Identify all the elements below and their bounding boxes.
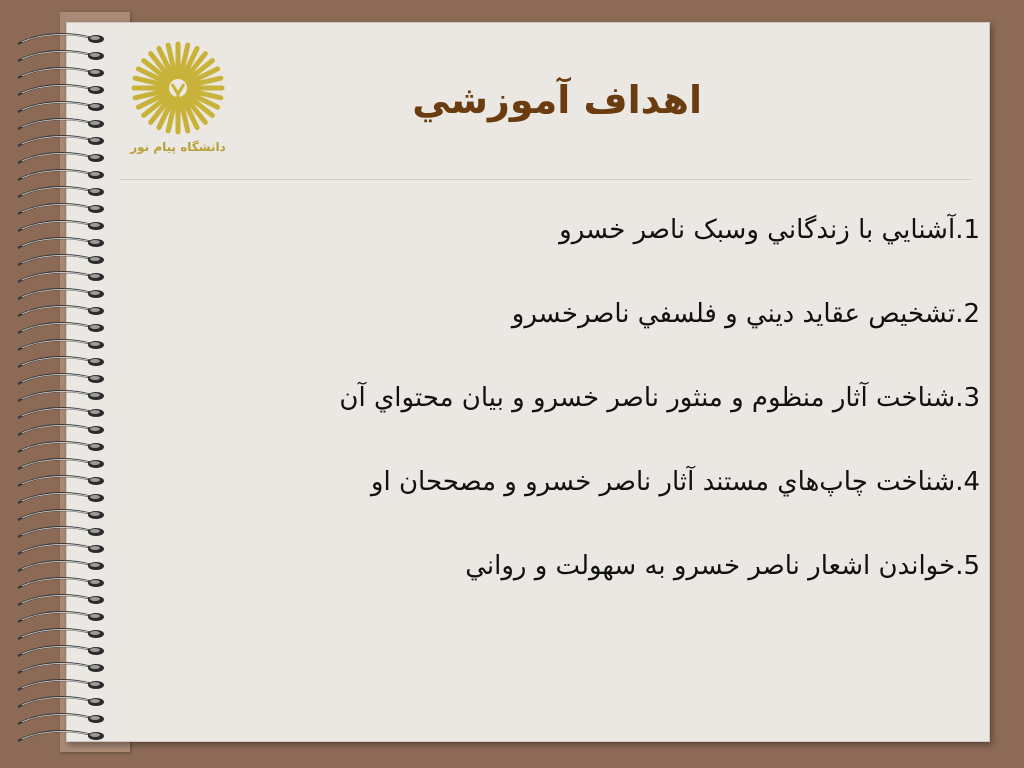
objective-item (230, 299, 980, 383)
objective-text: آشنايي با زندگاني وسبک ناصر خسرو (559, 215, 956, 245)
objective-number: 4. (955, 467, 980, 497)
spiral-binding (0, 0, 130, 768)
objective-text: تشخيص عقايد ديني و فلسفي ناصرخسرو (511, 299, 956, 329)
objective-number: 3. (955, 383, 980, 413)
objective-item (230, 551, 980, 635)
slide-title: اهداف آموزشي (412, 78, 702, 122)
objective-number: 1. (955, 215, 980, 245)
objectives-list (230, 215, 980, 635)
objective-text: خواندن اشعار ناصر خسرو به سهولت و رواني (465, 551, 956, 581)
sunburst-logo-icon (123, 40, 233, 140)
objective-number: 2. (955, 299, 980, 329)
objective-text: شناخت چاپ‌هاي مستند آثار ناصر خسرو و مصححان او (370, 467, 956, 497)
objective-text: شناخت آثار منظوم و منثور ناصر خسرو و بيان محتواي آن (339, 383, 956, 413)
university-logo (123, 40, 233, 170)
objective-number: 5. (955, 551, 980, 581)
objective-item (230, 467, 980, 551)
objective-item (230, 215, 980, 299)
objective-item (230, 383, 980, 467)
title-divider (120, 179, 972, 180)
logo-caption: دانشگاه پیام نور (130, 140, 226, 154)
